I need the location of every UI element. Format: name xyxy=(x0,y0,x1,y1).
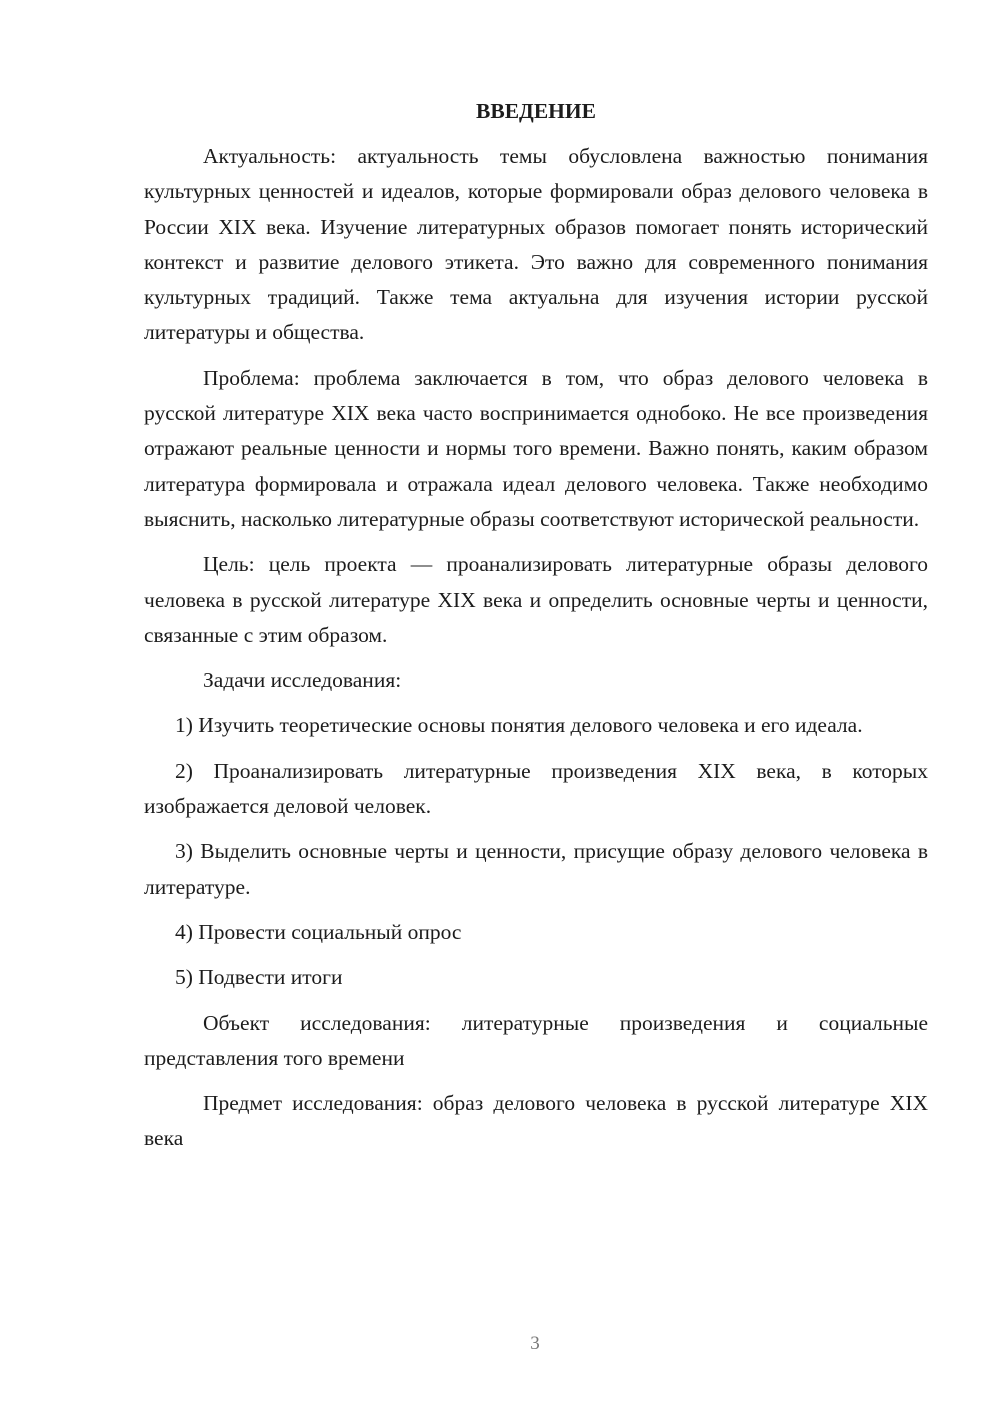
subject-paragraph: Предмет исследования: образ делового человека в русской литературе XIX века xyxy=(144,1091,928,1151)
list-item: 5) Подвести итоги xyxy=(175,965,343,990)
tasks-list xyxy=(144,708,928,995)
list-item: 3) Выделить основные черты и ценности, присущие образу делового человека в литературе. xyxy=(144,839,928,899)
page-number: 3 xyxy=(530,1333,540,1354)
document-page xyxy=(144,96,928,1167)
relevance-paragraph: Актуальность: актуальность темы обусловлена важностью понимания культурных ценностей и идеалов, которые формировали образ делового человека в России XIX века. Изучение литературных образов помогает понять исторический контекст и развитие делового этикета. Это важно для современного понимания культурных традиций. Также тема актуальна для изучения истории русской литературы и общества. xyxy=(144,144,928,345)
tasks-heading: Задачи исследования: xyxy=(203,668,402,693)
list-item: 1) Изучить теоретические основы понятия делового человека и его идеала. xyxy=(175,713,863,738)
list-item: 4) Провести социальный опрос xyxy=(175,919,462,944)
document-title: ВВЕДЕНИЕ xyxy=(476,99,596,123)
object-paragraph: Объект исследования: литературные произведения и социальные представления того времени xyxy=(144,1010,928,1070)
goal-paragraph: Цель: цель проекта — проанализировать литературные образы делового человека в русской литературе XIX века и определить основные черты и ценности, связанные с этим образом. xyxy=(144,552,928,647)
problem-paragraph: Проблема: проблема заключается в том, что образ делового человека в русской литературе XIX века часто воспринимается однобоко. Не все произведения отражают реальные ценности и нормы того времени. Важно понять, каким образом литература формировала и отражала идеал делового человека. Также необходимо выяснить, насколько литературные образы соответствуют исторической реальности. xyxy=(144,365,928,531)
list-item: 2) Проанализировать литературные произведения XIX века, в которых изображается деловой человек. xyxy=(144,758,928,819)
